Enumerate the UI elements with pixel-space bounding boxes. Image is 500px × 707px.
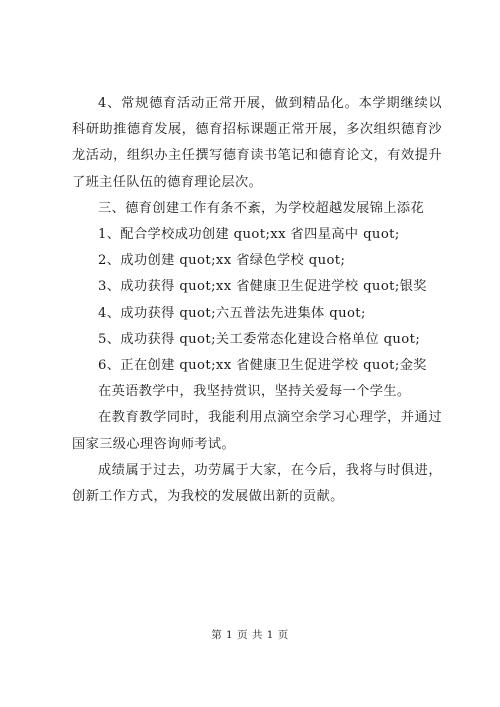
- document-body: [72, 91, 442, 510]
- list-item-achievement-5: 5、成功获得 quot;关工委常态化建设合格单位 quot;: [98, 331, 421, 347]
- paragraph-conclusion: 成绩属于过去，功劳属于大家，在今后，我将与时俱进，创新工作方式，为我校的发展做出新的贡献。: [72, 462, 442, 505]
- list-item-achievement-4: 4、成功获得 quot;六五普法先进集体 quot;: [98, 305, 366, 321]
- paragraph-psychology-study: 在教育教学同时，我能利用点滴空余学习心理学，并通过国家三级心理咨询师考试。: [72, 410, 442, 452]
- list-item-achievement-6: 6、正在创建 quot;xx 省健康卫生促进学校 quot;金奖: [98, 358, 427, 374]
- paragraph-english-teaching: 在英语教学中，我坚持赏识，坚持关爱每一个学生。: [98, 384, 411, 400]
- section-heading-moral-creation: 三、德育创建工作有条不紊，为学校超越发展锦上添花: [98, 200, 425, 216]
- page-footer: 第 1 页 共 1 页: [211, 629, 289, 641]
- paragraph-moral-activities: 4、常规德育活动正常开展，做到精品化。本学期继续以科研助推德育发展，德育招标课题正常开展，多次组织德育沙龙活动，组织办主任撰写德育读书笔记和德育论文，有效提升了班主任队伍的德育理论层次。: [72, 96, 442, 190]
- list-item-achievement-1: 1、配合学校成功创建 quot;xx 省四星高中 quot;: [98, 227, 400, 243]
- list-item-achievement-2: 2、成功创建 quot;xx 省绿色学校 quot;: [98, 253, 346, 269]
- list-item-achievement-3: 3、成功获得 quot;xx 省健康卫生促进学校 quot;银奖: [98, 279, 427, 295]
